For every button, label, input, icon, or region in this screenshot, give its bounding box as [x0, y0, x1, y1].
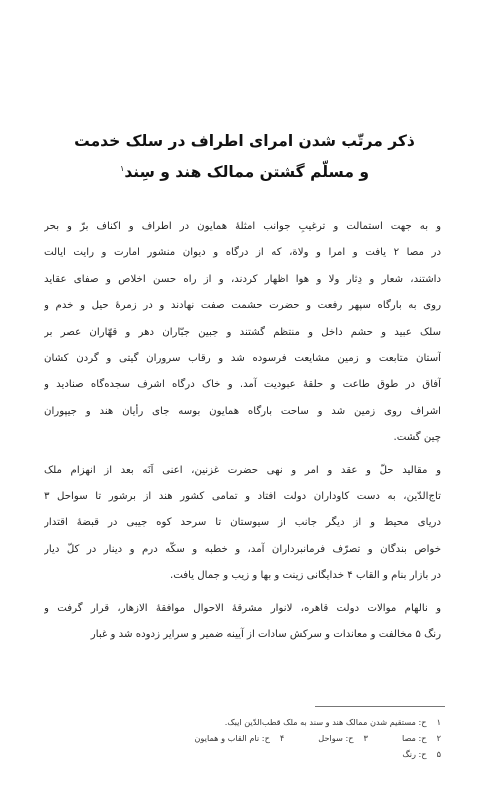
paragraph: [44, 596, 441, 649]
text-line: خواص بندگان و تصرّف فرمانبرداران آمد، و خطبه و سکّه درم و دینار در کلّ دیار: [44, 543, 441, 555]
text-line: سلک عبید و حشم داخل و منتظم گشتند و جبین جبّاران دهر و قهّاران عصر بر: [44, 326, 441, 338]
text-line: چین گشت.: [393, 432, 441, 444]
text-line: و به جهت استمالت و ترغیبِ جوانب امثلهٔ همایون در اطراف و اکناف برّ و بحر: [44, 221, 441, 232]
footnote-row: [44, 746, 441, 762]
footnote-text: ح: سواحل: [318, 733, 354, 743]
footnote-row: [44, 730, 441, 746]
text-line: اشراف روی زمین شد و ساحت بارگاه همایون بوسه جای رأیان هند و جیپوران: [44, 405, 441, 417]
heading-line-2-text: و مسلّم گشتن ممالک هند و سِند: [124, 163, 369, 182]
footnote-text: ح: مستقیم شدن ممالک هند و سند به ملک قطب‌الدّین ایبک.: [224, 717, 427, 727]
footnotes: [44, 714, 441, 762]
text-line: و نالهام موالات دولت قاهره، لانوار مشرقهٔ الاحوال موافقهٔ الازهار، قرار گرفت و: [44, 602, 441, 614]
footnote-number: ۵: [436, 749, 441, 759]
footnote: [194, 730, 284, 746]
footnote: [402, 746, 441, 762]
footnote-text: ح: رنگ: [402, 749, 427, 759]
footnote-text: ح: نام القاب و همایون: [194, 733, 270, 743]
text-line: تاج‌الدّین، به دست کاوداران دولت افتاد و تمامی کشور هند از برشور تا سواحل ۳: [44, 491, 441, 503]
footnote-text: ح: مصا: [401, 733, 427, 743]
text-line: آفاق در طوق طاعت و حلقهٔ عبودیت آمد. و خاک درگاه اشرف سجده‌گاه صنادید و: [44, 379, 441, 391]
footnote-number: ۲: [436, 733, 441, 743]
text-line: روی به بارگاه سپهر رفعت و حضرت حشمت صفت نهادند و در زمرهٔ حیل و خدم و: [44, 300, 441, 312]
footnote-number: ۳: [363, 733, 368, 743]
text-line: در مصا ۲ یافت و امرا و ولاة، که از درگاه و دیوان منشور امارت و رایت ایالت: [44, 247, 441, 259]
text-line: و مقالید حلّ و عقد و امر و نهی حضرت غزنین، اعنی اَنَه بعد از انهزام ملک: [44, 464, 441, 476]
footnote: [225, 714, 441, 730]
heading-line-2: [40, 155, 449, 186]
footnote-number: ۱: [436, 717, 441, 727]
text-line: رنگ ۵ مخالفت و معاندات و سرکش سادات از آیینه ضمیر و سرایر زدوده شد و غبار: [90, 629, 441, 641]
paragraph: [44, 214, 441, 452]
paragraph: [44, 458, 441, 590]
body-text: [44, 214, 441, 649]
footnote: [318, 730, 368, 746]
chapter-heading: [40, 128, 449, 186]
heading-footnote-ref: ۱: [120, 164, 125, 173]
text-line: در بازار بنام و القاب ۴ خدایگانی زینت و بها و زیب و جمال یافت.: [169, 570, 441, 582]
text-line: آستان متابعت و زمین مشایعت فرسوده شد و رقاب سروران گیتی و گردن کشان: [44, 353, 441, 365]
footnote-divider: [315, 706, 445, 707]
footnote-row: [44, 714, 441, 730]
footnote-number: ۴: [279, 733, 285, 743]
footnote: [402, 730, 441, 746]
heading-line-1: ذکر مرتّب شدن امرای اطراف در سلک خدمت: [74, 132, 415, 150]
text-line: داشتند، شعار و دِثار ولا و هوا اظهار کردند، و از راه حسن اخلاص و صفای عقاید: [44, 273, 441, 285]
text-line: دریای محیط و از دیگر جانب از سیوستان تا سرحد کوه جیبی در قبضهٔ اقتدار: [44, 517, 441, 529]
